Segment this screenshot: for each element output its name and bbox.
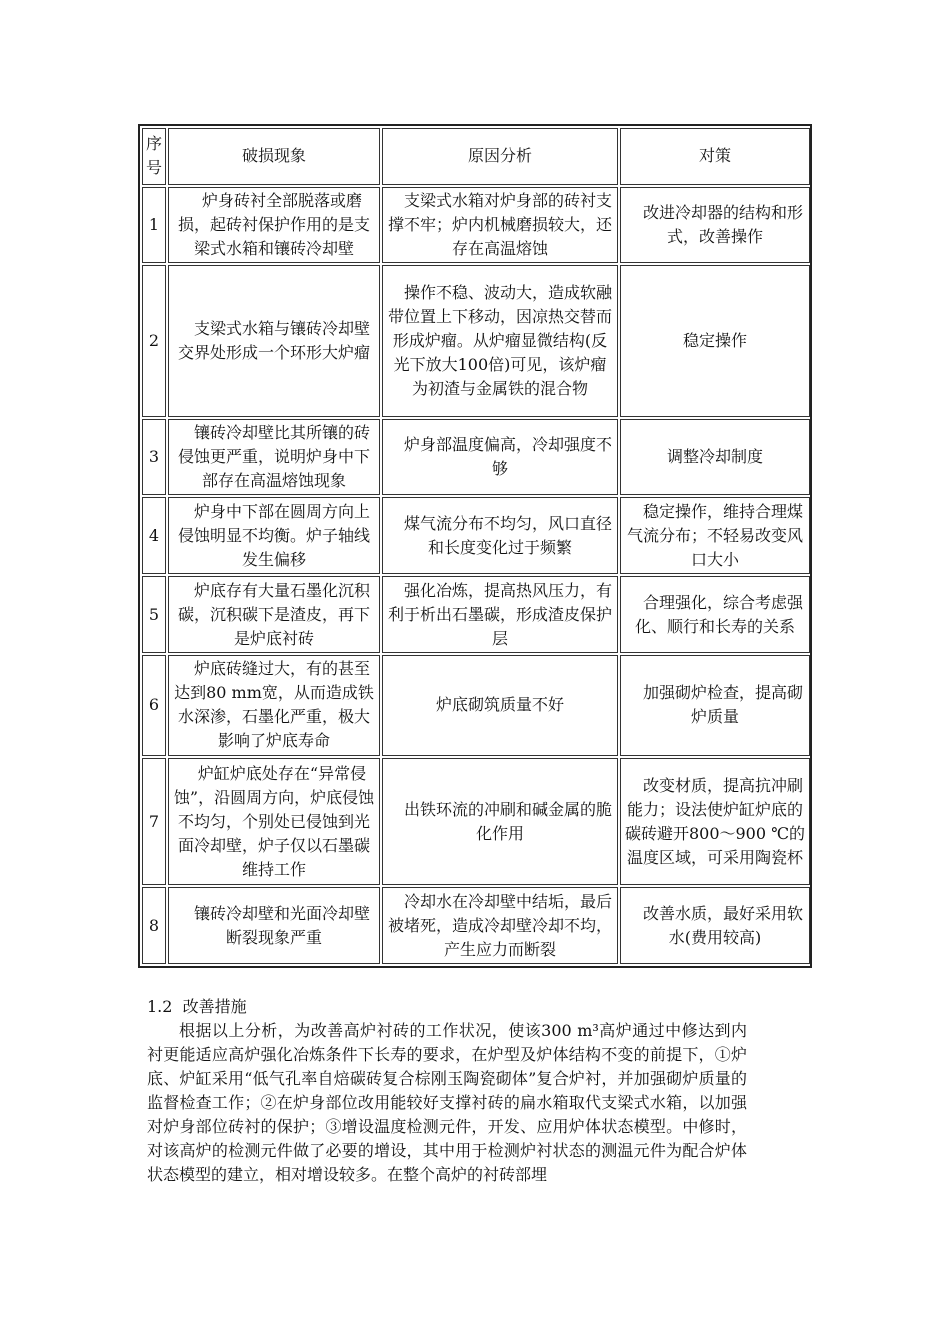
row-no: 2 (142, 265, 166, 416)
row-cause: 炉底砌筑质量不好 (382, 655, 618, 756)
row-cause: 炉身部温度偏高，冷却强度不够 (382, 419, 618, 496)
table-row (142, 419, 810, 496)
row-measure: 合理强化，综合考虑强化、顺行和长寿的关系 (620, 576, 810, 653)
table-row (142, 655, 810, 756)
row-measure: 调整冷却制度 (620, 419, 810, 496)
row-phenomenon: 镶砖冷却壁和光面冷却壁断裂现象严重 (168, 887, 380, 964)
row-no: 8 (142, 887, 166, 964)
header-measure: 对策 (620, 128, 810, 185)
table-row (142, 497, 810, 574)
row-cause: 操作不稳、波动大，造成软融带位置上下移动，因凉热交替而形成炉瘤。从炉瘤显微结构(反光下放大100倍)可见，该炉瘤为初渣与金属铁的混合物 (382, 265, 618, 416)
row-phenomenon: 炉身砖衬全部脱落或磨损，起砖衬保护作用的是支梁式水箱和镶砖冷却壁 (168, 187, 380, 264)
damage-analysis-table (140, 126, 812, 966)
section-heading: 1.2 改善措施 (147, 997, 247, 1016)
header-phenomenon: 破损现象 (168, 128, 380, 185)
row-no: 7 (142, 758, 166, 885)
table-row (142, 187, 810, 264)
table-row (142, 265, 810, 416)
row-measure: 改变材质，提高抗冲刷能力；设法使炉缸炉底的碳砖避开800～900 ℃的温度区域，可采用陶瓷杯 (620, 758, 810, 885)
improvement-section (147, 995, 747, 1187)
row-measure: 稳定操作，维持合理煤气流分布；不轻易改变风口大小 (620, 497, 810, 574)
row-no: 5 (142, 576, 166, 653)
header-cause: 原因分析 (382, 128, 618, 185)
row-measure: 改进冷却器的结构和形式，改善操作 (620, 187, 810, 264)
row-phenomenon: 支梁式水箱与镶砖冷却壁交界处形成一个环形大炉瘤 (168, 265, 380, 416)
row-phenomenon: 镶砖冷却壁比其所镶的砖侵蚀更严重，说明炉身中下部存在高温熔蚀现象 (168, 419, 380, 496)
row-phenomenon: 炉底存有大量石墨化沉积碳，沉积碳下是渣皮，再下是炉底衬砖 (168, 576, 380, 653)
table-row (142, 887, 810, 964)
row-phenomenon: 炉缸炉底处存在“异常侵蚀”，沿圆周方向，炉底侵蚀不均匀，个别处已侵蚀到光面冷却壁，炉子仅以石墨碳维持工作 (168, 758, 380, 885)
table-header-row (142, 128, 810, 185)
row-cause: 支梁式水箱对炉身部的砖衬支撑不牢；炉内机械磨损较大，还存在高温熔蚀 (382, 187, 618, 264)
row-measure: 改善水质，最好采用软水(费用较高) (620, 887, 810, 964)
header-no: 序号 (142, 128, 166, 185)
row-cause: 冷却水在冷却壁中结垢，最后被堵死，造成冷却壁冷却不均，产生应力而断裂 (382, 887, 618, 964)
row-cause: 强化冶炼，提高热风压力，有利于析出石墨碳，形成渣皮保护层 (382, 576, 618, 653)
row-no: 1 (142, 187, 166, 264)
row-measure: 加强砌炉检查，提高砌炉质量 (620, 655, 810, 756)
row-cause: 煤气流分布不均匀，风口直径和长度变化过于频繁 (382, 497, 618, 574)
row-cause: 出铁环流的冲刷和碱金属的脆化作用 (382, 758, 618, 885)
damage-table-frame (138, 124, 812, 968)
section-paragraph: 根据以上分析，为改善高炉衬砖的工作状况，使该300 m³高炉通过中修达到内衬更能适应高炉强化冶炼条件下长寿的要求，在炉型及炉体结构不变的前提下，①炉底、炉缸采用“低气孔率自焙碳砖复合棕刚玉陶瓷砌体”复合炉衬，并加强砌炉质量的监督检查工作；②在炉身部位改用能较好支撑衬砖的扁水箱取代支梁式水箱，以加强对炉身部位砖衬的保护；③增设温度检测元件，开发、应用炉体状态模型。中修时，对该高炉的检测元件做了必要的增设，其中用于检测炉衬状态的测温元件为配合炉体状态模型的建立，相对增设较多。在整个高炉的衬砖部埋 (147, 1021, 747, 1184)
row-phenomenon: 炉身中下部在圆周方向上侵蚀明显不均衡。炉子轴线发生偏移 (168, 497, 380, 574)
row-measure: 稳定操作 (620, 265, 810, 416)
row-no: 6 (142, 655, 166, 756)
table-row (142, 576, 810, 653)
row-no: 3 (142, 419, 166, 496)
table-row (142, 758, 810, 885)
row-no: 4 (142, 497, 166, 574)
row-phenomenon: 炉底砖缝过大，有的甚至达到80 mm宽，从而造成铁水深渗，石墨化严重，极大影响了炉底寿命 (168, 655, 380, 756)
